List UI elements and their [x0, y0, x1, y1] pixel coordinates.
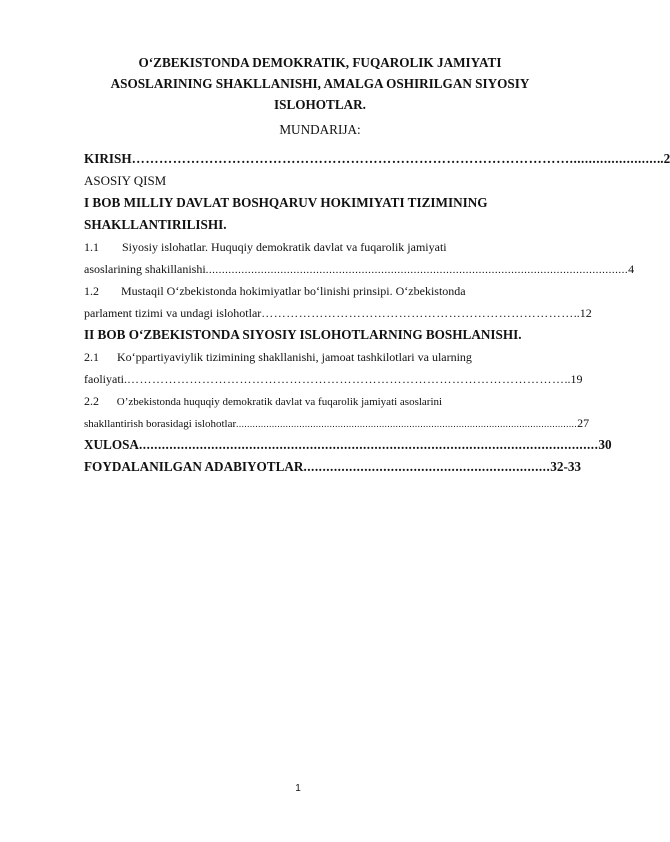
toc-xulosa-page: 30 [598, 437, 612, 452]
toc-bob2[interactable]: II BOB O‘ZBEKISTONDA SIYOSIY ISLOHOTLARNING BOSHLANISHI. [84, 327, 522, 342]
toc-bob1-line2[interactable]: SHAKLLANTIRILISHI. [84, 217, 227, 232]
title-line-3: ISLOHOTLAR. [274, 97, 366, 112]
contents-heading: MUNDARIJA: [279, 122, 361, 137]
table-of-contents [84, 148, 670, 478]
toc-asosiy-qism[interactable]: ASOSIY QISM [84, 173, 167, 188]
toc-kirish-label: KIRISH [84, 151, 132, 166]
toc-item-1-2-page: ..12 [573, 306, 592, 320]
toc-foydalanilgan-leader: ................................................................. [303, 459, 551, 474]
toc-item-1-1-line2[interactable] [84, 258, 635, 280]
title-line-1: O‘ZBEKISTONDA DEMOKRATIK, FUQAROLIK JAMIYATI [138, 55, 502, 70]
toc-item-2-1-title: Ko‘ppartiyaviylik tizimining shakllanishi, jamoat tashkilotlari va ularning [117, 350, 472, 364]
toc-item-2-2-number: 2.2 [84, 394, 99, 408]
toc-item-1-2-line1[interactable] [84, 280, 548, 302]
page-number: 1 [295, 783, 301, 794]
toc-kirish-leader: ……………………………………………………………………………………....................... [131, 151, 657, 166]
toc-kirish[interactable] [84, 148, 670, 170]
toc-foydalanilgan-page: 32-33 [550, 459, 582, 474]
document-title [80, 52, 560, 115]
toc-item-2-1-page: ..19 [564, 372, 583, 386]
toc-item-2-2-title-cont: shakllantirish borasidagi islohotlar [84, 418, 237, 430]
toc-item-1-2-leader: ………………………………………………………………… [261, 306, 574, 320]
toc-item-1-1-line1[interactable] [84, 236, 548, 258]
toc-item-2-2-leader: ............................................................................................................................ [236, 419, 578, 429]
toc-item-1-2-title-cont: parlament tizimi va undagi islohotlar [84, 306, 262, 320]
toc-xulosa[interactable] [84, 434, 612, 456]
toc-item-2-2-line2[interactable] [84, 412, 590, 434]
toc-xulosa-leader: ......................................................................................................................... [138, 437, 599, 452]
toc-item-2-2-title: O’zbekistonda huquqiy demokratik davlat va fuqarolik jamiyati asoslarini [116, 396, 443, 408]
toc-item-1-2-title: Mustaqil O‘zbekistonda hokimiyatlar bo‘linishi prinsipi. O‘zbekistonda [121, 284, 466, 298]
toc-item-1-1-leader: .................................................................................................................................. [205, 264, 629, 276]
toc-item-2-1-leader: …………………………………………………………………………………………… [126, 372, 565, 386]
title-line-2: ASOSLARINING SHAKLLANISHI, AMALGA OSHIRILGAN SIYOSIY [110, 76, 530, 91]
toc-item-1-1-number: 1.1 [84, 240, 99, 254]
toc-foydalanilgan-adabiyotlar[interactable] [84, 456, 582, 478]
toc-foydalanilgan-label: FOYDALANILGAN ADABIYOTLAR [84, 459, 304, 474]
toc-xulosa-label: XULOSA [84, 437, 139, 452]
toc-item-1-2-number: 1.2 [84, 284, 99, 298]
toc-item-2-1-line1[interactable] [84, 346, 548, 368]
toc-item-1-1-title-cont: asoslarining shakillanishi [84, 262, 206, 276]
toc-item-2-2-line1[interactable] [84, 390, 548, 412]
toc-kirish-page: ..2 [656, 151, 670, 166]
toc-item-1-1-title: Siyosiy islohatlar. Huquqiy demokratik davlat va fuqarolik jamiyati [122, 240, 447, 254]
toc-item-1-1-page: 4 [628, 262, 635, 276]
toc-item-2-1-number: 2.1 [84, 350, 99, 364]
toc-item-1-2-line2[interactable] [84, 302, 592, 324]
toc-bob1-line1[interactable]: I BOB MILLIY DAVLAT BOSHQARUV HOKIMIYATI TIZIMINING [84, 195, 488, 210]
toc-item-2-2-page: 27 [577, 416, 590, 430]
toc-item-2-1-line2[interactable] [84, 368, 583, 390]
toc-item-2-1-title-cont: faoliyati. [84, 372, 127, 386]
